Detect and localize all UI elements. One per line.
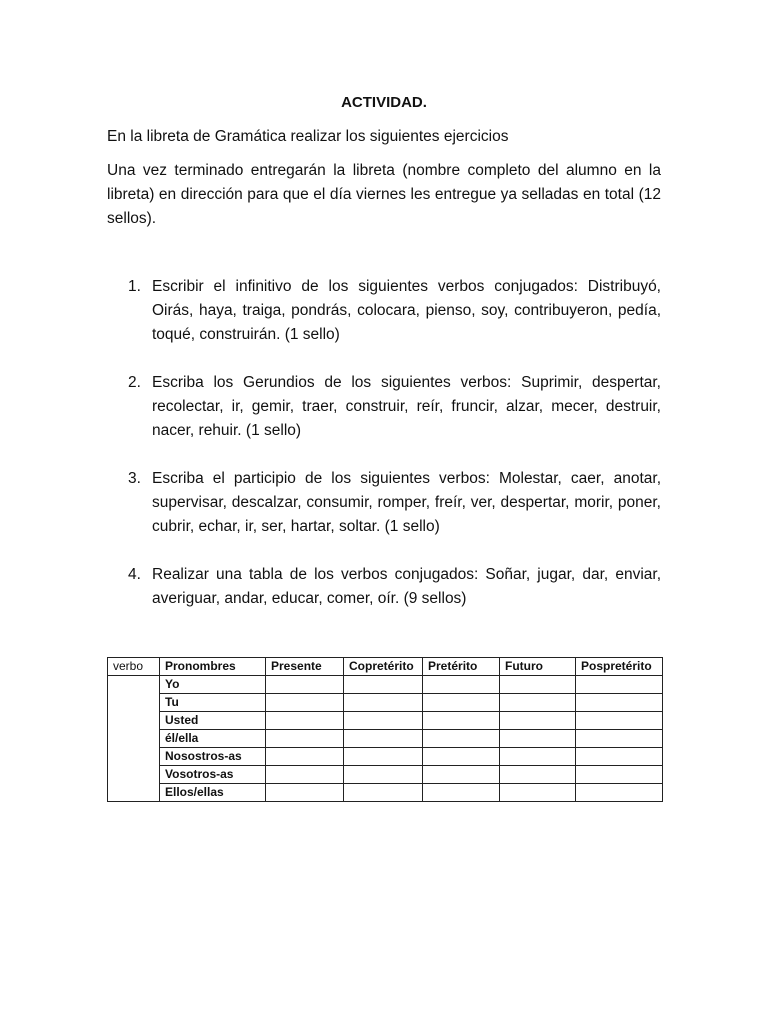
table-cell [266, 730, 344, 748]
table-cell [266, 766, 344, 784]
table-cell [266, 712, 344, 730]
task-list [107, 275, 661, 635]
verb-cell [108, 676, 160, 802]
task-item [107, 467, 661, 539]
intro-paragraph: En la libreta de Gramática realizar los siguientes ejercicios [107, 128, 509, 145]
table-cell [266, 748, 344, 766]
table-cell [344, 784, 423, 802]
table-row [108, 694, 663, 712]
table-cell [576, 694, 663, 712]
table-cell [423, 694, 500, 712]
header-cell-verbo: verbo [108, 658, 160, 676]
table-cell [500, 766, 576, 784]
pronoun-cell: Nosostros-as [160, 748, 266, 766]
table-row [108, 748, 663, 766]
table-cell [344, 694, 423, 712]
table-row [108, 676, 663, 694]
table-cell [266, 784, 344, 802]
table-cell [423, 730, 500, 748]
table-row [108, 784, 663, 802]
pronoun-cell: Yo [160, 676, 266, 694]
pronoun-cell: Ellos/ellas [160, 784, 266, 802]
table-cell [500, 694, 576, 712]
table-cell [576, 748, 663, 766]
instructions-paragraph: Una vez terminado entregarán la libreta (nombre completo del alumno en la libreta) en dirección para que el día viernes les entregue ya selladas en total (12 sellos). [107, 162, 661, 227]
table-cell [500, 784, 576, 802]
pronoun-cell: Tu [160, 694, 266, 712]
table-cell [576, 766, 663, 784]
pronoun-cell: Vosotros-as [160, 766, 266, 784]
task-number: 4. [128, 566, 141, 583]
header-cell-pospreterito: Pospretérito [576, 658, 663, 676]
table-cell [423, 766, 500, 784]
task-text: Escriba el participio de los siguientes verbos: Molestar, caer, anotar, supervisar, descalzar, consumir, romper, freír, ver, despertar, morir, poner, cubrir, echar, ir, ser, hartar, soltar. (1 sello) [152, 470, 661, 535]
table-cell [500, 712, 576, 730]
table-cell [344, 748, 423, 766]
page-title: ACTIVIDAD. [341, 94, 427, 111]
pronoun-cell: Usted [160, 712, 266, 730]
table-header-row [108, 658, 663, 676]
table-cell [344, 712, 423, 730]
table-cell [576, 676, 663, 694]
table-cell [423, 712, 500, 730]
table-cell [576, 730, 663, 748]
task-number: 3. [128, 470, 141, 487]
task-item [107, 563, 661, 611]
table-cell [344, 676, 423, 694]
table-cell [266, 694, 344, 712]
task-text: Escriba los Gerundios de los siguientes verbos: Suprimir, despertar, recolectar, ir, gemir, traer, construir, reír, fruncir, alzar, mecer, destruir, nacer, rehuir. (1 sello) [152, 374, 661, 439]
header-cell-copreterito: Copretérito [344, 658, 423, 676]
table-cell [344, 766, 423, 784]
header-cell-presente: Presente [266, 658, 344, 676]
header-cell-futuro: Futuro [500, 658, 576, 676]
pronoun-cell: él/ella [160, 730, 266, 748]
table-cell [344, 730, 423, 748]
task-text: Realizar una tabla de los verbos conjugados: Soñar, jugar, dar, enviar, averiguar, andar, educar, comer, oír. (9 sellos) [152, 566, 661, 607]
task-item [107, 275, 661, 347]
table-cell [423, 784, 500, 802]
table-row [108, 712, 663, 730]
table-row [108, 730, 663, 748]
table-cell [576, 712, 663, 730]
table-cell [423, 676, 500, 694]
task-text: Escribir el infinitivo de los siguientes verbos conjugados: Distribuyó, Oirás, haya, traiga, pondrás, colocara, pienso, soy, contribuyeron, pedía, toqué, construirán. (1 sello) [152, 278, 661, 343]
table-cell [576, 784, 663, 802]
task-item [107, 371, 661, 443]
table-cell [500, 748, 576, 766]
table-cell [423, 748, 500, 766]
task-number: 1. [128, 278, 141, 295]
conjugation-table [107, 657, 663, 802]
task-number: 2. [128, 374, 141, 391]
table-cell [500, 676, 576, 694]
table-row [108, 766, 663, 784]
table-cell [266, 676, 344, 694]
header-cell-pronombres: Pronombres [160, 658, 266, 676]
header-cell-preterito: Pretérito [423, 658, 500, 676]
table-cell [500, 730, 576, 748]
